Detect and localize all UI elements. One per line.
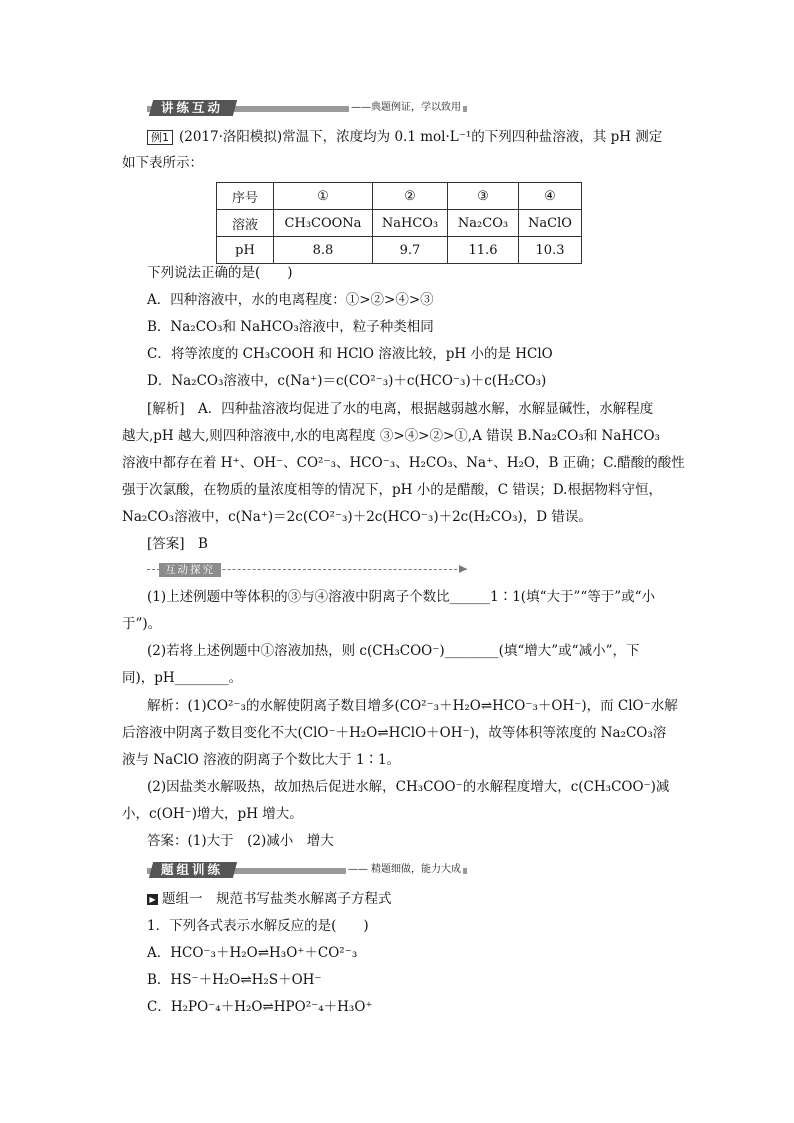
example-badge: 例1 <box>147 130 173 145</box>
explore-solution: 小，c(OH⁻)增大，pH 增大。 <box>122 806 303 822</box>
answer-line: [答案] B <box>147 536 208 552</box>
banner-label: 讲练互动 <box>149 100 237 116</box>
table-row: 序号 ① ② ③ ④ <box>217 183 582 210</box>
analysis-line: Na₂CO₃溶液中，c(Na⁺)＝2c(CO²⁻₃)＋2c(HCO⁻₃)＋2c(H₂CO₃)，D 错误。 <box>122 509 592 525</box>
explore-solution: 液与 NaClO 溶液的阴离子个数比大于 1∶1。 <box>122 752 401 768</box>
section-banner-practice <box>147 100 467 116</box>
banner-subtitle: ——典题例证，学以致用 <box>351 102 461 113</box>
arrow-right-icon <box>459 565 467 573</box>
explore-solution: 后溶液中阴离子数目变化不大(ClO⁻＋H₂O⇌HClO＋OH⁻)，故等体积等浓度的 Na₂CO₃溶 <box>122 725 667 741</box>
explore-tag: 互动探究 <box>159 563 221 577</box>
explore-q1-cont: 于”)。 <box>122 616 162 632</box>
option-c: C．将等浓度的 CH₃COOH 和 HClO 溶液比较，pH 小的是 HClO <box>147 346 553 362</box>
group-option-c: C．H₂PO⁻₄＋H₂O⇌HPO²⁻₄＋H₃O⁺ <box>147 999 373 1015</box>
option-d: D．Na₂CO₃溶液中，c(Na⁺)＝c(CO²⁻₃)＋c(HCO⁻₃)＋c(H₂CO₃) <box>147 373 547 389</box>
explore-q2-cont: 同)，pH________。 <box>122 670 243 686</box>
banner-subtitle: —— 精题细做，能力大成 <box>347 864 461 875</box>
analysis-line: [解析] A．四种盐溶液均促进了水的电离，根据越弱越水解，水解显碱性，水解程度 <box>147 401 654 417</box>
group-question-1: 1．下列各式表示水解反应的是( ) <box>147 918 369 934</box>
group-option-a: A．HCO⁻₃＋H₂O⇌H₃O⁺＋CO²⁻₃ <box>147 945 358 961</box>
analysis-line: 强于次氯酸，在物质的量浓度相等的情况下，pH 小的是醋酸，C 错误；D.根据物料守恒， <box>122 482 662 498</box>
section-banner-training <box>147 862 467 878</box>
question-stem: 下列说法正确的是( ) <box>147 265 293 281</box>
table-row: 溶液 CH₃COONa NaHCO₃ Na₂CO₃ NaClO <box>217 210 582 237</box>
explore-divider <box>147 563 467 577</box>
explore-answer: 答案：(1)大于 (2)减小 增大 <box>147 833 334 849</box>
explore-q2: (2)若将上述例题中①溶液加热，则 c(CH₃COO⁻)________(填“增大”或“减小”，下 <box>147 643 640 659</box>
table-row: pH 8.8 9.7 11.6 10.3 <box>217 237 582 264</box>
explore-q1: (1)上述例题中等体积的③与④溶液中阴离子个数比______1∶1(填“大于”“等于”或“小 <box>147 589 656 605</box>
option-a: A．四种溶液中，水的电离程度：①>②>④>③ <box>147 292 434 308</box>
example-line-1: 例1 (2017·洛阳模拟)常温下，浓度均为 0.1 mol·L⁻¹的下列四种盐溶液，其 pH 测定 <box>147 128 662 146</box>
explore-solution: 解析：(1)CO²⁻₃的水解使阴离子数目增多(CO²⁻₃＋H₂O⇌HCO⁻₃＋OH⁻)，而 ClO⁻水解 <box>147 698 678 714</box>
group-title: ▶题组一 规范书写盐类水解离子方程式 <box>147 890 392 908</box>
analysis-line: 溶液中都存在着 H⁺、OH⁻、CO²⁻₃、HCO⁻₃、H₂CO₃、Na⁺、H₂O，B 正确；C.醋酸的酸性 <box>122 455 685 471</box>
option-b: B．Na₂CO₃和 NaHCO₃溶液中，粒子种类相同 <box>147 319 434 335</box>
group-option-b: B．HS⁻＋H₂O⇌H₂S＋OH⁻ <box>147 972 322 988</box>
play-triangle-icon <box>147 894 158 905</box>
explore-solution: (2)因盐类水解吸热，故加热后促进水解，CH₃COO⁻的水解程度增大，c(CH₃COO⁻)减 <box>147 779 670 795</box>
banner-label: 题组训练 <box>149 862 237 878</box>
example-line-2: 如下表所示： <box>122 155 203 171</box>
ph-table <box>216 182 582 264</box>
analysis-line: 越大,pH 越大,则四种溶液中,水的电离程度 ③>④>②>①,A 错误 B.Na₂CO₃和 NaHCO₃ <box>122 428 660 444</box>
